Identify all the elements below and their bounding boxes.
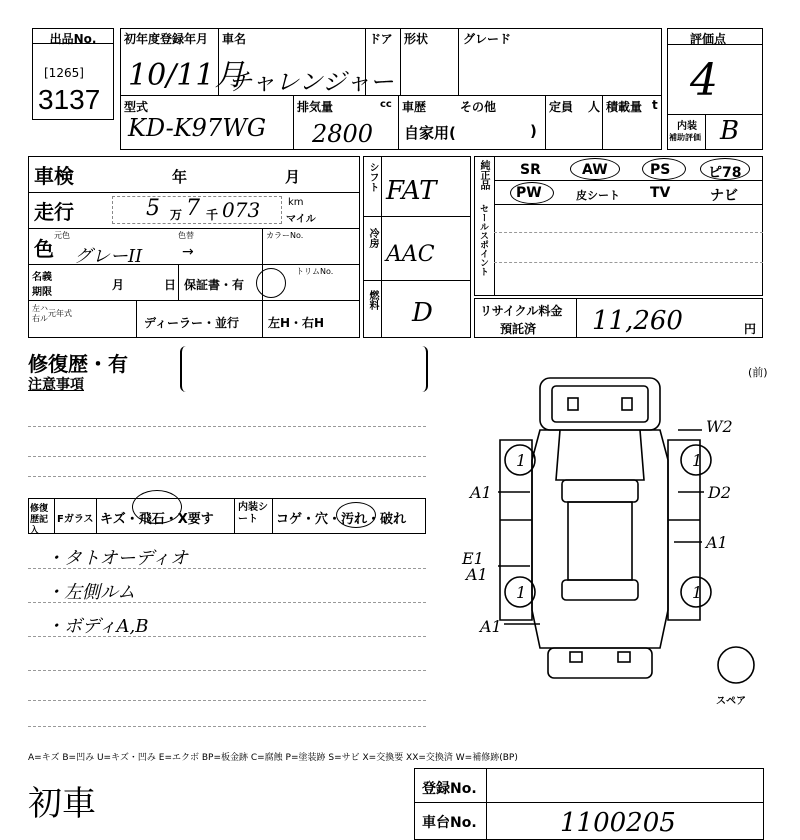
interior-label-2: 補助評価 (669, 133, 701, 142)
tire-value-rr: 1 (692, 583, 703, 602)
divider (494, 262, 763, 263)
divider (602, 95, 603, 150)
note-line-2: ・左側ルム (46, 582, 136, 603)
disp-label: 排気量 (297, 100, 334, 114)
notes-header-2: Fガラス (57, 514, 94, 525)
fuel-value: D (412, 298, 433, 328)
old-label-1: 左ハ (32, 304, 48, 313)
recycle-unit: 円 (744, 322, 757, 336)
mark-w2: W2 (706, 417, 733, 436)
taillight-right (618, 652, 630, 662)
other-label: その他 (460, 100, 497, 114)
rule-line (28, 476, 426, 477)
divider (545, 95, 546, 150)
rule-line (28, 426, 426, 427)
notes-header-3: キズ・飛石・X要す (100, 512, 214, 527)
reg-value: 10/11月 (128, 58, 245, 93)
headlight-right (622, 398, 632, 410)
notes-header-4: 内装シート (238, 502, 268, 525)
divider (28, 228, 360, 229)
interior-label-1: 内装 (677, 121, 697, 132)
divider (363, 216, 471, 217)
orig-color-label: 元色 (54, 231, 70, 240)
spare-tire (718, 647, 754, 683)
chassis-label: 車台No. (422, 815, 477, 831)
color-label: 色 (34, 237, 54, 261)
repair-bracket (180, 346, 428, 392)
shape-label: 形状 (404, 32, 429, 46)
stain-circle-mark (336, 502, 376, 528)
capacity-unit: 人 (588, 100, 601, 114)
lot-number: 3137 (38, 84, 101, 115)
color-change-label: 色替 (178, 231, 194, 240)
roof (568, 502, 632, 580)
divider (400, 28, 401, 95)
chip-circle-mark (132, 490, 182, 524)
headlight-left (568, 398, 578, 410)
trim-label: トリムNo. (296, 267, 334, 276)
color-value: グレーII (74, 246, 143, 267)
door-label: ドア (369, 32, 393, 46)
mileage-value-2: 7 (186, 196, 200, 221)
mark-a1-right: A1 (706, 533, 728, 552)
divider (458, 28, 459, 95)
rule-line (28, 726, 426, 727)
paid-label-2: 期限 (32, 287, 52, 298)
ac-label: 冷房 (367, 228, 378, 248)
ac-value: AAC (386, 242, 435, 267)
reg-no-label: 登録No. (422, 781, 477, 797)
warranty-label: 保証書・有 (184, 278, 245, 292)
km-label: km (288, 197, 304, 208)
equip-navi: ナビ (710, 188, 738, 204)
tire-value-fr: 1 (692, 451, 703, 470)
rule-line (28, 670, 426, 671)
note-line-3: ・ボディA,B (46, 616, 149, 637)
recycle-label-1: リサイクル料金 (480, 304, 563, 318)
recycle-value: 11,260 (592, 306, 683, 336)
mileage-value-1: 5 (146, 196, 160, 221)
lot-label: 出品No. (49, 32, 97, 46)
notes-label: 注意事項 (28, 377, 84, 393)
mark-a1-left-rear: A1 (480, 617, 502, 636)
windshield (562, 480, 638, 502)
divider (272, 498, 273, 534)
rule-line (28, 456, 426, 457)
body-label: 車歴 (402, 100, 427, 114)
divider (705, 114, 706, 150)
fuel-label: 燃料 (367, 290, 378, 310)
divider (494, 232, 763, 233)
divider (96, 498, 97, 534)
mark-a1-left-front: A1 (470, 483, 492, 502)
load-label: 積載量 (606, 100, 643, 114)
mileage-label: 走行 (34, 200, 74, 224)
body-value: 自家用( (404, 124, 456, 142)
sales-label: セールスポイント (478, 204, 488, 276)
first-car-label: 初車 (28, 784, 96, 824)
lot-sub: [1265] (44, 66, 84, 80)
equip-leather: 皮シート (576, 189, 620, 202)
mark-d2: D2 (708, 483, 732, 502)
capacity-label: 定員 (549, 100, 574, 114)
pw-circle-mark (510, 182, 554, 204)
ps-circle-mark (642, 158, 686, 180)
warranty-circle-mark (256, 268, 286, 298)
equip-aw: AW (582, 162, 608, 178)
score-label: 評価点 (690, 32, 727, 46)
grade-label: グレード (463, 32, 512, 46)
rule-line (28, 700, 426, 701)
mileage-value-3: 073 (222, 198, 261, 222)
note-line-1: ・タトオーディオ (46, 548, 189, 569)
model-label: 型式 (124, 100, 149, 114)
lot-label-cell (32, 28, 114, 44)
equip-78: ピ78 (708, 165, 742, 181)
paid-label-1: 名義 (32, 272, 52, 283)
model-value: KD-K97WG (128, 114, 267, 142)
color-arrow: → (182, 244, 194, 260)
rule-line (28, 636, 426, 637)
shaken-month: 月 (285, 168, 301, 186)
mark-e1: E1 (462, 549, 484, 568)
repair-label: 修復歴・有 (28, 352, 128, 376)
equip-ps: PS (650, 162, 671, 178)
hood-outline (552, 386, 648, 422)
divider (178, 264, 179, 300)
rear-window (562, 580, 638, 600)
color-no-label: カラーNo. (266, 231, 304, 240)
shift-value: FAT (386, 176, 437, 206)
body-close: ) (530, 122, 537, 140)
reg-label: 初年度登録年月 (124, 32, 209, 46)
interior-value: B (720, 116, 740, 146)
disp-value: 2800 (312, 120, 374, 148)
divider (398, 95, 399, 150)
divider (54, 498, 55, 534)
divider (414, 802, 764, 803)
divider (363, 280, 471, 281)
rear-bumper (548, 648, 652, 678)
paid-day: 日 (164, 278, 177, 292)
equip-sr: SR (520, 162, 541, 178)
equip-label: 純正品 (478, 160, 489, 190)
steer-label: 左H・右H (268, 316, 325, 330)
mile-label: マイル (286, 214, 316, 225)
rule-line (28, 568, 426, 569)
divider (136, 300, 137, 338)
tire-value-fl: 1 (516, 451, 527, 470)
name-label: 車名 (222, 32, 247, 46)
divider (293, 95, 294, 150)
divider (667, 114, 763, 115)
aw-circle-mark (570, 158, 620, 180)
taillight-left (570, 652, 582, 662)
spare-label: スペア (716, 696, 746, 707)
notes-header-1: 修復歴記入 (30, 504, 49, 536)
body-outline (532, 430, 668, 648)
equip-pw: PW (516, 185, 542, 201)
car-diagram (440, 370, 780, 710)
rule-line (28, 602, 426, 603)
chassis-value: 1100205 (560, 808, 676, 838)
shift-label: シフト (367, 162, 378, 192)
divider (28, 300, 360, 301)
mileage-man: 万 (170, 208, 183, 222)
mark-a1-left-mid: A1 (466, 565, 488, 584)
divider (486, 768, 487, 840)
name-value: チャレンジャー (228, 68, 394, 96)
recycle-label-2: 預託済 (500, 322, 537, 336)
divider (234, 498, 235, 534)
divider (262, 300, 263, 338)
disp-unit: cc (380, 99, 392, 110)
score-value: 4 (690, 55, 718, 106)
old-label-3: 元年式 (48, 309, 72, 318)
old-label-2: 右ル (32, 314, 48, 323)
shaken-label: 車検 (34, 164, 74, 188)
divider (494, 156, 495, 296)
mileage-sen: 千 (206, 208, 219, 222)
load-unit: t (652, 98, 658, 112)
equip-tv: TV (650, 185, 671, 201)
front-label: (前) (748, 366, 768, 379)
legend: A=キズ B=凹み U=キズ・凹み E=エクボ BP=板金跡 C=腐蝕 P=塗装跡 S=サビ X=交換要 XX=交換済 W=補修跡(BP) (28, 753, 518, 763)
divider (381, 156, 382, 338)
notes-header-5: コゲ・穴・汚れ・破れ (276, 512, 407, 527)
paid-month: 月 (112, 278, 125, 292)
tire-value-rl: 1 (516, 583, 527, 602)
78-circle-mark (700, 158, 750, 180)
hood (556, 430, 644, 480)
shaken-year: 年 (172, 168, 188, 186)
divider (576, 298, 577, 338)
dealer-label: ディーラー・並行 (144, 316, 240, 330)
divider (28, 192, 360, 193)
